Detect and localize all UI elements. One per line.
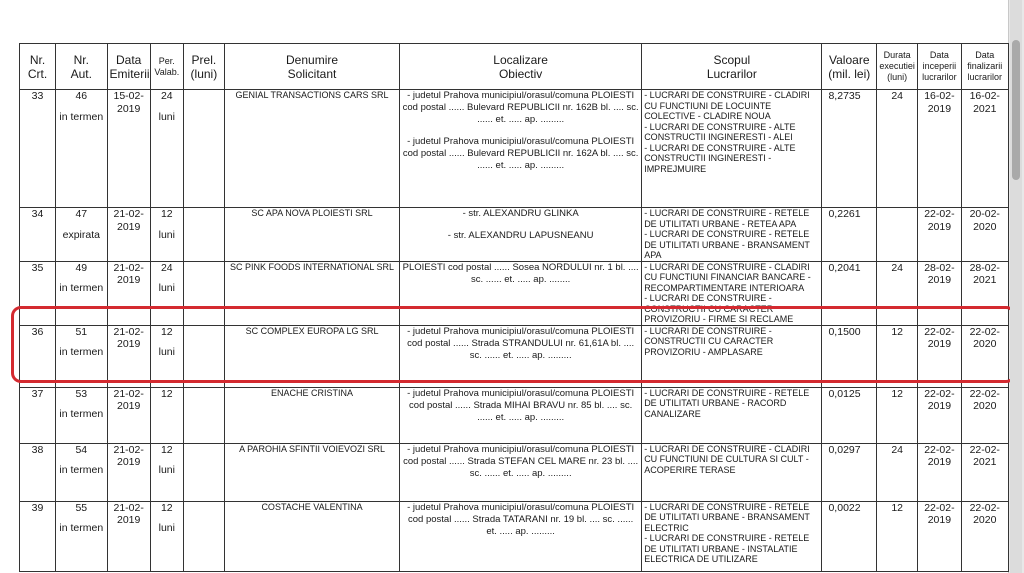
header-nr-aut: Nr. Aut. [56, 44, 108, 90]
cell-nr-crt: 33 [20, 90, 56, 208]
cell-data-inceperii: 22-02- 2019 [918, 208, 961, 262]
header-denumire: Denumire Solicitant [224, 44, 399, 90]
cell-prel [183, 261, 224, 325]
authorization-status: in termen [59, 522, 104, 534]
authorization-status: in termen [59, 110, 104, 123]
authorization-number: 51 [75, 325, 88, 338]
cell-denumire: A PAROHIA SFINTII VOIEVOZI SRL [224, 443, 399, 501]
cell-per-valab [150, 325, 183, 387]
cell-data-inceperii: 16-02- 2019 [918, 90, 961, 208]
cell-valoare: 0,1500 [822, 325, 877, 387]
validity-unit: luni [158, 522, 175, 534]
cell-valoare: 0,0125 [822, 387, 877, 443]
scope-entry: - LUCRARI DE CONSTRUIRE - RETELE DE UTILITATI URBANE - BRANSAMENT ELECTRIC [644, 501, 810, 533]
header-data-emiterii: Data Emiterii [107, 44, 150, 90]
scrollbar-thumb[interactable] [1012, 40, 1020, 180]
cell-durata: 12 [877, 325, 918, 387]
authorization-number: 54 [75, 443, 88, 456]
table-row [20, 325, 1009, 387]
cell-data-emiterii: 21-02- 2019 [107, 325, 150, 387]
cell-nr-aut [56, 501, 108, 571]
vertical-scrollbar[interactable] [1010, 0, 1022, 573]
header-durata: Durata executiei (luni) [877, 44, 918, 90]
cell-scopul [642, 261, 822, 325]
cell-localizare [400, 90, 642, 208]
cell-durata: 24 [877, 443, 918, 501]
validity-value: 12 [160, 501, 173, 514]
cell-valoare: 0,2261 [822, 208, 877, 262]
header-prel: Prel. (luni) [183, 44, 224, 90]
location-entry: - judetul Prahova municipiul/orasul/comuna PLOIESTI cod postal ...... Strada TATARANI nr. 19 bl. .... sc. ...... et. ..... ap. ......... [407, 501, 635, 537]
cell-localizare [400, 261, 642, 325]
location-entry: - judetul Prahova municipiul/orasul/comuna PLOIESTI cod postal ...... Strada STEFAN CEL MARE nr. 23 bl. .... sc. ...... et. ..... ap. ......... [403, 443, 639, 479]
authorization-status: expirata [62, 228, 100, 241]
authorization-status: in termen [59, 282, 104, 294]
authorization-number: 46 [75, 90, 88, 102]
cell-valoare: 8,2735 [822, 90, 877, 208]
cell-data-finalizarii: 28-02- 2021 [961, 261, 1008, 325]
cell-nr-crt: 34 [20, 208, 56, 262]
cell-durata: 24 [877, 90, 918, 208]
authorization-number: 49 [75, 261, 88, 274]
cell-scopul [642, 90, 822, 208]
validity-unit: luni [158, 282, 175, 294]
cell-data-inceperii: 22-02- 2019 [918, 501, 961, 571]
cell-nr-aut [56, 325, 108, 387]
scope-entry: - LUCRARI DE CONSTRUIRE - CONSTRUCTII CU CARACTER PROVIZORIU - FIRME SI RECLAME [644, 293, 794, 324]
cell-data-emiterii: 21-02- 2019 [107, 387, 150, 443]
cell-data-finalizarii: 22-02- 2020 [961, 501, 1008, 571]
cell-data-emiterii: 15-02- 2019 [107, 90, 150, 208]
cell-per-valab [150, 387, 183, 443]
cell-scopul [642, 443, 822, 501]
table-row [20, 208, 1009, 262]
validity-value: 12 [160, 208, 173, 220]
cell-data-emiterii: 21-02- 2019 [107, 208, 150, 262]
table-row [20, 501, 1009, 571]
header-valoare: Valoare (mil. lei) [822, 44, 877, 90]
authorization-status: in termen [59, 464, 104, 476]
scope-entry: - LUCRARI DE CONSTRUIRE - RETELE DE UTILITATI URBANE - INSTALATIE ELECTRICA DE UTILIZARE [644, 533, 810, 564]
validity-value: 12 [160, 443, 173, 456]
cell-data-inceperii: 22-02- 2019 [918, 443, 961, 501]
header-nr-crt: Nr. Crt. [20, 44, 56, 90]
location-entry: - judetul Prahova municipiul/orasul/comuna PLOIESTI cod postal ...... Strada MIHAI BRAVU nr. 85 bl. .... sc. ...... et. ..... ap. ......... [407, 387, 635, 423]
header-data-inceperii: Data inceperii lucrarilor [918, 44, 961, 90]
validity-unit: luni [158, 228, 175, 241]
header-scopul: Scopul Lucrarilor [642, 44, 822, 90]
scope-entry: - LUCRARI DE CONSTRUIRE - RETELE DE UTILITATI URBANE - BRANSAMENT APA [644, 229, 810, 260]
location-entry: - str. ALEXANDRU GLINKA [462, 208, 579, 219]
cell-data-finalizarii: 22-02- 2020 [961, 325, 1008, 387]
table-row [20, 261, 1009, 325]
cell-nr-aut [56, 261, 108, 325]
cell-scopul [642, 325, 822, 387]
validity-value: 12 [160, 325, 173, 338]
location-entry: - judetul Prahova municipiul/orasul/comuna PLOIESTI cod postal ...... Bulevard REPUBLICII nr. 162A bl. .... sc. ...... et. ..... ap. ......... [402, 136, 639, 171]
authorization-number: 55 [75, 501, 88, 514]
table-row [20, 443, 1009, 501]
cell-valoare: 0,2041 [822, 261, 877, 325]
authorization-number: 47 [75, 208, 88, 220]
cell-nr-crt: 38 [20, 443, 56, 501]
scope-entry: - LUCRARI DE CONSTRUIRE - CLADIRI CU FUNCTIUNI FINANCIAR BANCARE - RECOMPARTIMENTARE INTERIOARA [644, 261, 811, 293]
cell-data-emiterii: 21-02- 2019 [107, 261, 150, 325]
cell-data-finalizarii: 22-02- 2020 [961, 387, 1008, 443]
table-body [20, 90, 1009, 572]
cell-durata: 24 [877, 261, 918, 325]
cell-prel [183, 208, 224, 262]
cell-localizare [400, 208, 642, 262]
location-entry: PLOIESTI cod postal ...... Sosea NORDULUI nr. 1 bl. .... sc. ...... et. ..... ap. ........ [402, 261, 639, 285]
cell-denumire: COSTACHE VALENTINA [224, 501, 399, 571]
authorization-status: in termen [59, 408, 104, 420]
cell-data-inceperii: 22-02- 2019 [918, 325, 961, 387]
cell-scopul [642, 387, 822, 443]
cell-scopul [642, 501, 822, 571]
cell-denumire: GENIAL TRANSACTIONS CARS SRL [224, 90, 399, 208]
cell-valoare: 0,0297 [822, 443, 877, 501]
cell-nr-aut [56, 90, 108, 208]
cell-scopul [642, 208, 822, 262]
validity-value: 24 [160, 261, 173, 274]
cell-data-inceperii: 28-02- 2019 [918, 261, 961, 325]
cell-per-valab [150, 261, 183, 325]
cell-durata [877, 208, 918, 262]
scope-entry: - LUCRARI DE CONSTRUIRE - ALTE CONSTRUCTII INGINERESTI - IMPREJMUIRE [644, 142, 796, 174]
cell-nr-aut [56, 443, 108, 501]
cell-prel [183, 325, 224, 387]
validity-unit: luni [158, 346, 175, 358]
cell-localizare [400, 325, 642, 387]
cell-data-finalizarii: 16-02- 2021 [961, 90, 1008, 208]
cell-nr-crt: 39 [20, 501, 56, 571]
scope-entry: - LUCRARI DE CONSTRUIRE - RETELE DE UTILITATI URBANE - RETEA APA [644, 208, 810, 229]
cell-per-valab [150, 90, 183, 208]
cell-denumire: ENACHE CRISTINA [224, 387, 399, 443]
cell-data-emiterii: 21-02- 2019 [107, 501, 150, 571]
cell-nr-crt: 36 [20, 325, 56, 387]
cell-nr-aut [56, 208, 108, 262]
header-localizare: Localizare Obiectiv [400, 44, 642, 90]
cell-prel [183, 501, 224, 571]
cell-denumire: SC PINK FOODS INTERNATIONAL SRL [224, 261, 399, 325]
cell-data-emiterii: 21-02- 2019 [107, 443, 150, 501]
validity-value: 12 [160, 387, 173, 400]
location-entry: - judetul Prahova municipiul/orasul/comuna PLOIESTI cod postal ...... Strada STRANDULUI nr. 61,61A bl. .... sc. ...... et. ..... ap. ......... [407, 325, 635, 361]
cell-prel [183, 387, 224, 443]
scope-entry: - LUCRARI DE CONSTRUIRE - RETELE DE UTILITATI URBANE - RACORD CANALIZARE [644, 387, 810, 419]
header-data-finalizarii: Data finalizarii lucrarilor [961, 44, 1008, 90]
cell-localizare [400, 387, 642, 443]
cell-nr-aut [56, 387, 108, 443]
cell-durata: 12 [877, 501, 918, 571]
scope-entry: - LUCRARI DE CONSTRUIRE - CONSTRUCTII CU CARACTER PROVIZORIU - AMPLASARE [644, 325, 774, 357]
table-row [20, 387, 1009, 443]
cell-nr-crt: 35 [20, 261, 56, 325]
header-per-valab: Per. Valab. [150, 44, 183, 90]
validity-unit: luni [158, 464, 175, 476]
cell-valoare: 0,0022 [822, 501, 877, 571]
cell-denumire: SC APA NOVA PLOIESTI SRL [224, 208, 399, 262]
cell-prel [183, 443, 224, 501]
scope-entry: - LUCRARI DE CONSTRUIRE - ALTE CONSTRUCTII INGINERESTI - ALEI [644, 121, 796, 142]
cell-per-valab [150, 501, 183, 571]
cell-durata: 12 [877, 387, 918, 443]
authorization-register-table [19, 43, 1009, 572]
location-entry: - str. ALEXANDRU LAPUSNEANU [447, 230, 594, 241]
authorization-status: in termen [59, 346, 104, 358]
header-row [20, 44, 1009, 90]
table-row [20, 90, 1009, 208]
cell-localizare [400, 501, 642, 571]
authorization-number: 53 [75, 387, 88, 400]
cell-per-valab [150, 443, 183, 501]
validity-value: 24 [160, 90, 173, 102]
cell-prel [183, 90, 224, 208]
cell-localizare [400, 443, 642, 501]
scope-entry: - LUCRARI DE CONSTRUIRE - CLADIRI CU FUNCTIUNI DE CULTURA SI CULT - ACOPERIRE TERASE [644, 443, 810, 475]
cell-nr-crt: 37 [20, 387, 56, 443]
cell-denumire: SC COMPLEX EUROPA LG SRL [224, 325, 399, 387]
cell-data-finalizarii: 22-02- 2021 [961, 443, 1008, 501]
location-entry: - judetul Prahova municipiul/orasul/comuna PLOIESTI cod postal ...... Bulevard REPUBLICII nr. 162B bl. .... sc. ...... et. ..... ap. ......... [402, 90, 639, 125]
validity-unit: luni [158, 110, 175, 123]
cell-data-inceperii: 22-02- 2019 [918, 387, 961, 443]
cell-data-finalizarii: 20-02- 2020 [961, 208, 1008, 262]
scope-entry: - LUCRARI DE CONSTRUIRE - CLADIRI CU FUNCTIUNI DE LOCUINTE COLECTIVE - CLADIRE NOUA [644, 90, 810, 121]
cell-per-valab [150, 208, 183, 262]
